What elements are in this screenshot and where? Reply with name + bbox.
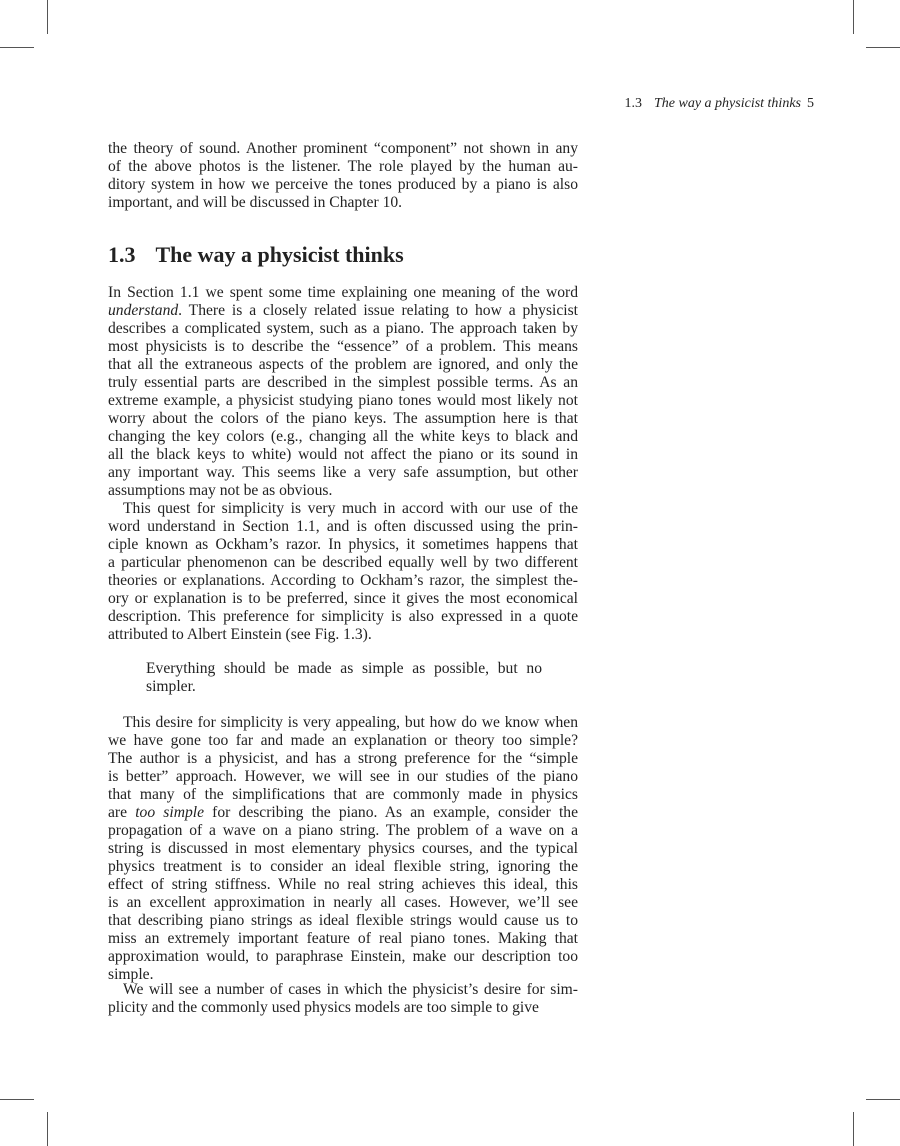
text-line: that all the extraneous aspects of the problem are ignored, and only the [108, 356, 578, 373]
text-line: miss an extremely important feature of real piano tones. Making that [108, 930, 578, 947]
text-line: worry about the colors of the piano keys. The assumption here is that [108, 410, 578, 427]
text-line: that describing piano strings as ideal flexible strings would cause us to [108, 912, 578, 929]
text-line: is better” approach. However, we will see in our studies of the piano [108, 768, 578, 785]
text-line: the theory of sound. Another prominent “component” not shown in any [108, 140, 578, 157]
section-heading [108, 242, 404, 268]
text-line: simple. [108, 966, 154, 983]
text-line: This desire for simplicity is very appealing, but how do we know when [123, 714, 578, 731]
header-section: 1.3 [624, 96, 642, 111]
paragraph [108, 500, 578, 644]
text-line: attributed to Albert Einstein (see Fig. 1.3). [108, 626, 372, 643]
running-header [625, 96, 815, 112]
text-line: approximation would, to paraphrase Einstein, make our description too [108, 948, 578, 965]
crop-mark [853, 0, 854, 34]
text-line: plicity and the commonly used physics models are too simple to give [108, 999, 539, 1016]
text-line: propagation of a wave on a piano string. The problem of a wave on a [108, 822, 578, 839]
text-line: description. This preference for simplicity is also expressed in a quote [108, 608, 578, 625]
text-line: ory or explanation is to be preferred, since it gives the most economical [108, 590, 578, 607]
text-line: extreme example, a physicist studying piano tones would most likely not [108, 392, 578, 409]
page-number: 5 [807, 96, 814, 111]
text-line: are too simple for describing the piano. As an example, consider the [108, 804, 578, 821]
text-line: of the above photos is the listener. The role played by the human au- [108, 158, 578, 175]
text-line: effect of string stiffness. While no real string achieves this ideal, this [108, 876, 578, 893]
text-line: assumptions may not be as obvious. [108, 482, 333, 499]
text-line: any important way. This seems like a very safe assumption, but other [108, 464, 578, 481]
text-line: describes a complicated system, such as a piano. The approach taken by [108, 320, 578, 337]
crop-mark [0, 1099, 34, 1100]
text-line: This quest for simplicity is very much in accord with our use of the [123, 500, 578, 517]
text-line: In Section 1.1 we spent some time explaining one meaning of the word [108, 284, 578, 301]
text-line: is an excellent approximation in nearly all cases. However, we’ll see [108, 894, 578, 911]
text-line: most physicists is to describe the “essence” of a problem. This means [108, 338, 578, 355]
text-line: important, and will be discussed in Chapter 10. [108, 194, 403, 211]
paragraph [108, 140, 578, 212]
quotation [146, 660, 542, 696]
crop-mark [0, 47, 34, 48]
text-line: ditory system in how we perceive the tones produced by a piano is also [108, 176, 578, 193]
text-line: The author is a physicist, and has a strong preference for the “simple [108, 750, 578, 767]
section-title: The way a physicist thinks [155, 242, 404, 267]
crop-mark [866, 1099, 900, 1100]
crop-mark [47, 1112, 48, 1146]
text-line: truly essential parts are described in the simplest possible terms. As an [108, 374, 578, 391]
crop-mark [866, 47, 900, 48]
paragraph [108, 284, 578, 500]
text-line: that many of the simplifications that are commonly made in physics [108, 786, 578, 803]
paragraph [108, 981, 578, 1017]
text-line: theories or explanations. According to Ockham’s razor, the simplest the- [108, 572, 578, 589]
text-line: string is discussed in most elementary physics courses, and the typical [108, 840, 578, 857]
text-line: understand. There is a closely related issue relating to how a physicist [108, 302, 578, 319]
text-line: we have gone too far and made an explanation or theory too simple? [108, 732, 578, 749]
text-line: We will see a number of cases in which the physicist’s desire for sim- [123, 981, 578, 998]
emphasis: too simple [135, 804, 205, 821]
text-line: Everything should be made as simple as possible, but no [146, 660, 542, 677]
crop-mark [853, 1112, 854, 1146]
header-title: The way a physicist thinks [654, 96, 801, 111]
text-line: physics treatment is to consider an ideal flexible string, ignoring the [108, 858, 578, 875]
paragraph [108, 714, 578, 984]
text-line: a particular phenomenon can be described equally well by two different [108, 554, 578, 571]
text-line: changing the key colors (e.g., changing all the white keys to black and [108, 428, 578, 445]
section-number: 1.3 [108, 242, 136, 267]
emphasis: understand [108, 302, 179, 319]
crop-mark [47, 0, 48, 34]
text-line: ciple known as Ockham’s razor. In physics, it sometimes happens that [108, 536, 578, 553]
text-line: all the black keys to white) would not affect the piano or its sound in [108, 446, 578, 463]
text-line: simpler. [146, 678, 196, 695]
text-line: word understand in Section 1.1, and is often discussed using the prin- [108, 518, 578, 535]
